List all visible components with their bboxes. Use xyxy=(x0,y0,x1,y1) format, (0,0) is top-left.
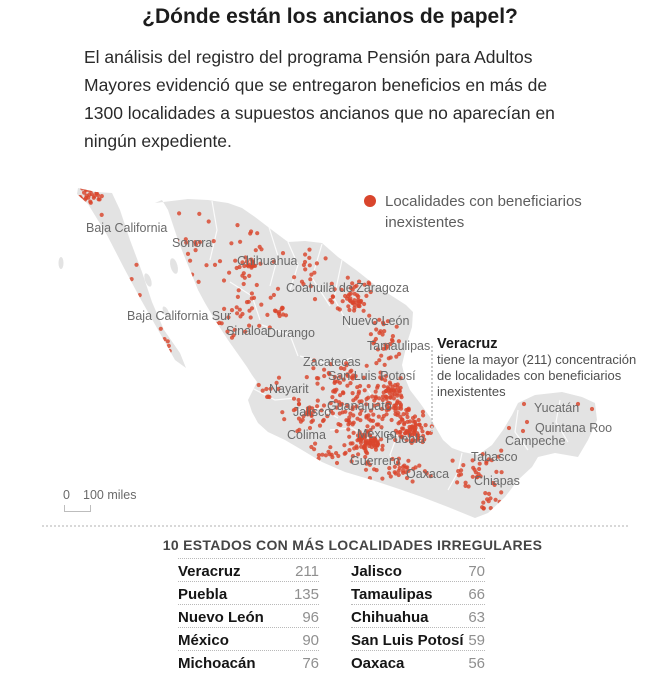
table-title: 10 ESTADOS CON MÁS LOCALIDADES IRREGULARES xyxy=(162,537,543,553)
state-name: Oaxaca xyxy=(351,655,405,672)
state-label-zacatecas: Zacatecas xyxy=(303,355,361,369)
locality-dot xyxy=(377,415,381,419)
locality-dot xyxy=(277,376,281,380)
locality-dot xyxy=(213,263,217,267)
table-column-right xyxy=(351,559,485,674)
locality-dot xyxy=(312,447,316,451)
locality-dot xyxy=(342,443,346,447)
intro-paragraph: El análisis del registro del programa Pensión para Adultos Mayores evidenció que se entregaron beneficios en más de 1300 localidades a supuestos ancianos que no aparecían en ningún expediente. xyxy=(84,47,555,151)
locality-dot xyxy=(364,415,368,419)
locality-dot xyxy=(302,263,306,267)
locality-dot xyxy=(315,261,319,265)
locality-dot xyxy=(346,276,350,280)
state-label-jalisco: Jalisco xyxy=(293,405,332,419)
locality-dot xyxy=(368,476,372,480)
locality-dot xyxy=(355,385,359,389)
locality-dot xyxy=(495,506,499,510)
locality-dot xyxy=(237,288,241,292)
locality-dot xyxy=(264,387,268,391)
locality-dot xyxy=(222,278,226,282)
locality-dot xyxy=(98,197,102,201)
locality-dot xyxy=(328,445,332,449)
locality-dot xyxy=(357,304,361,308)
locality-dot xyxy=(383,363,387,367)
locality-dot xyxy=(459,468,463,472)
state-label-guerrero: Guerrero xyxy=(350,454,401,468)
locality-dot xyxy=(297,398,301,402)
state-value: 135 xyxy=(293,586,319,603)
locality-dot xyxy=(238,240,242,244)
locality-dot xyxy=(188,259,192,263)
locality-dot xyxy=(371,413,375,417)
state-value: 56 xyxy=(468,655,485,672)
locality-dot xyxy=(155,340,159,344)
locality-dot xyxy=(334,388,338,392)
locality-dot xyxy=(330,300,334,304)
locality-dot xyxy=(90,192,94,196)
locality-dot xyxy=(324,453,328,457)
state-label-nayarit: Nayarit xyxy=(269,382,309,396)
locality-dot xyxy=(322,374,326,378)
locality-dot xyxy=(417,418,421,422)
locality-dot xyxy=(321,386,325,390)
locality-dot xyxy=(358,418,362,422)
state-label-nuevo-leon: Nuevo León xyxy=(342,314,410,328)
table-column-left xyxy=(178,559,319,674)
state-label-quintana-roo: Quintana Roo xyxy=(535,421,613,435)
locality-dot xyxy=(86,184,90,188)
locality-dot xyxy=(421,410,425,414)
locality-dot xyxy=(207,219,211,223)
locality-dot xyxy=(77,199,81,203)
locality-dot xyxy=(284,313,288,317)
locality-dot xyxy=(349,441,353,445)
locality-dot xyxy=(346,427,350,431)
locality-dot xyxy=(247,309,251,313)
locality-dot xyxy=(412,420,416,424)
locality-dot xyxy=(347,435,351,439)
locality-dot xyxy=(411,416,415,420)
state-label-baja-california-sur: Baja California Sur xyxy=(127,309,232,323)
table-row xyxy=(178,605,319,628)
state-name: México xyxy=(178,632,229,649)
scale-bar xyxy=(64,505,91,512)
locality-dot xyxy=(346,422,350,426)
locality-dot xyxy=(255,231,259,235)
locality-dot xyxy=(498,500,502,504)
locality-dot xyxy=(522,402,526,406)
state-label-coahuila-de-zaragoza: Coahuila de Zaragoza xyxy=(286,281,409,295)
locality-dot xyxy=(84,188,88,192)
locality-dot xyxy=(159,327,163,331)
locality-dot xyxy=(367,384,371,388)
locality-dot xyxy=(396,411,400,415)
locality-dot xyxy=(364,468,368,472)
locality-dot xyxy=(379,354,383,358)
locality-dot xyxy=(344,451,348,455)
state-label-chihuahua: Chihuahua xyxy=(237,254,298,268)
locality-dot xyxy=(258,245,262,249)
locality-dot xyxy=(292,397,296,401)
locality-dot xyxy=(370,394,374,398)
island xyxy=(169,257,180,274)
table-row xyxy=(351,651,485,674)
island xyxy=(59,257,64,269)
locality-dot xyxy=(405,412,409,416)
locality-dot xyxy=(89,188,93,192)
state-value: 63 xyxy=(468,609,485,626)
state-name: Jalisco xyxy=(351,563,402,580)
locality-dot xyxy=(280,410,284,414)
locality-dot xyxy=(376,384,380,388)
locality-dot xyxy=(382,390,386,394)
locality-dot xyxy=(277,310,281,314)
table-row xyxy=(178,559,319,582)
locality-dot xyxy=(305,375,309,379)
locality-dot xyxy=(369,332,373,336)
locality-dot xyxy=(374,390,378,394)
state-name: Nuevo León xyxy=(178,609,264,626)
locality-dot xyxy=(397,469,401,473)
locality-dot xyxy=(177,211,181,215)
locality-dot xyxy=(494,498,498,502)
locality-dot xyxy=(106,188,110,192)
locality-dot xyxy=(387,387,391,391)
locality-dot xyxy=(375,444,379,448)
locality-dot xyxy=(382,384,386,388)
locality-dot xyxy=(352,446,356,450)
locality-dot xyxy=(269,296,273,300)
state-value: 66 xyxy=(468,586,485,603)
ranking-table xyxy=(178,558,485,674)
locality-dot xyxy=(334,451,338,455)
state-label-tamaulipas: Tamaulipas xyxy=(367,339,431,353)
locality-dot xyxy=(315,376,319,380)
locality-dot xyxy=(377,331,381,335)
locality-dot xyxy=(525,420,529,424)
state-label-yucatan: Yucatán xyxy=(534,401,580,415)
veracruz-annotation xyxy=(437,336,642,400)
locality-dot xyxy=(89,201,93,205)
scale-distance-label: 100 miles xyxy=(83,488,137,502)
locality-dot xyxy=(380,447,384,451)
locality-dot xyxy=(255,283,259,287)
locality-dot xyxy=(398,415,402,419)
state-name: Puebla xyxy=(178,586,228,603)
locality-dot xyxy=(398,420,402,424)
locality-dot xyxy=(218,339,222,343)
locality-dot xyxy=(402,422,406,426)
locality-dot xyxy=(463,484,467,488)
section-divider xyxy=(42,525,628,527)
locality-dot xyxy=(282,417,286,421)
locality-dot xyxy=(356,298,360,302)
locality-dot xyxy=(357,390,361,394)
state-value: 76 xyxy=(302,655,319,672)
state-value: 70 xyxy=(468,563,485,580)
annotation-text: tiene la mayor (211) concentración de localidades con beneficiarios inexistentes xyxy=(437,352,637,399)
state-label-mexico: México xyxy=(357,427,397,441)
locality-dot xyxy=(315,382,319,386)
locality-dot xyxy=(90,235,94,239)
state-label-puebla: Puebla xyxy=(386,432,425,446)
state-label-sonora: Sonora xyxy=(172,236,213,250)
state-value: 96 xyxy=(302,609,319,626)
locality-dot xyxy=(404,408,408,412)
locality-dot xyxy=(347,308,351,312)
state-label-colima: Colima xyxy=(287,428,326,442)
locality-dot xyxy=(363,388,367,392)
locality-dot xyxy=(247,274,251,278)
locality-dot xyxy=(259,303,263,307)
table-row xyxy=(178,628,319,651)
table-row xyxy=(351,605,485,628)
state-label-oaxaca: Oaxaca xyxy=(406,467,450,481)
locality-dot xyxy=(134,299,138,303)
state-name: Michoacán xyxy=(178,655,256,672)
locality-dot xyxy=(213,324,217,328)
locality-dot xyxy=(345,297,349,301)
locality-dot xyxy=(179,261,183,265)
locality-dot xyxy=(483,491,487,495)
locality-dot xyxy=(489,506,493,510)
locality-dot xyxy=(380,417,384,421)
locality-dot xyxy=(352,431,356,435)
locality-dot xyxy=(167,344,171,348)
locality-dot xyxy=(407,425,411,429)
locality-dot xyxy=(148,341,152,345)
locality-dot xyxy=(362,302,366,306)
locality-dot xyxy=(242,282,246,286)
locality-dot xyxy=(389,474,393,478)
locality-dot xyxy=(309,273,313,277)
legend-label: Localidades con beneficiarios inexistentes xyxy=(385,193,582,231)
locality-dot xyxy=(276,287,280,291)
table-row xyxy=(351,559,485,582)
locality-dot xyxy=(424,423,428,427)
state-label-sinaloa: Sinaloa xyxy=(226,324,268,338)
locality-dot xyxy=(338,307,342,311)
locality-dot xyxy=(100,213,104,217)
locality-dot xyxy=(457,473,461,477)
locality-dot xyxy=(381,444,385,448)
locality-dot xyxy=(521,429,525,433)
locality-dot xyxy=(338,423,342,427)
red-dot-icon xyxy=(364,195,376,207)
locality-dot xyxy=(307,248,311,252)
locality-dot xyxy=(347,448,351,452)
locality-dot xyxy=(122,287,126,291)
locality-dot xyxy=(303,252,307,256)
locality-dot xyxy=(261,389,265,393)
locality-dot xyxy=(171,333,175,337)
state-label-guanajuato: Guanajuato xyxy=(327,399,392,413)
locality-dot xyxy=(362,309,366,313)
locality-dot xyxy=(347,418,351,422)
locality-dot xyxy=(417,423,421,427)
map-scale xyxy=(62,488,182,516)
state-value: 90 xyxy=(302,632,319,649)
scale-zero-label: 0 xyxy=(63,488,70,502)
locality-dot xyxy=(362,444,366,448)
locality-dot xyxy=(86,196,90,200)
locality-dot xyxy=(303,267,307,271)
locality-dot xyxy=(487,499,491,503)
locality-dot xyxy=(197,280,201,284)
locality-dot xyxy=(190,273,194,277)
map-legend xyxy=(364,191,596,233)
state-label-chiapas: Chiapas xyxy=(474,474,520,488)
locality-dot xyxy=(311,418,315,422)
state-name: San Luis Potosí xyxy=(351,632,464,649)
locality-dot xyxy=(406,420,410,424)
locality-dot xyxy=(218,259,222,263)
locality-dot xyxy=(313,297,317,301)
locality-dot xyxy=(374,327,378,331)
locality-dot xyxy=(499,490,503,494)
locality-dot xyxy=(316,399,320,403)
locality-dot xyxy=(250,296,254,300)
locality-dot xyxy=(330,455,334,459)
locality-dot xyxy=(245,300,249,304)
locality-dot xyxy=(487,492,491,496)
locality-dot xyxy=(79,197,83,201)
locality-dot xyxy=(227,271,231,275)
locality-dot xyxy=(249,229,253,233)
locality-dot xyxy=(186,252,190,256)
annotation-title: Veracruz xyxy=(437,336,498,352)
state-name: Veracruz xyxy=(178,563,241,580)
locality-dot xyxy=(335,429,339,433)
locality-dot xyxy=(197,212,201,216)
locality-dot xyxy=(346,304,350,308)
locality-dot xyxy=(455,480,459,484)
locality-dot xyxy=(138,293,142,297)
locality-dot xyxy=(92,196,96,200)
locality-dot xyxy=(389,355,393,359)
locality-dot xyxy=(273,309,277,313)
locality-dot xyxy=(451,459,455,463)
locality-dot xyxy=(134,263,138,267)
state-label-tabasco: Tabasco xyxy=(471,450,518,464)
locality-dot xyxy=(204,263,208,267)
locality-dot xyxy=(235,223,239,227)
state-name: Tamaulipas xyxy=(351,586,433,603)
mexico-dot-map xyxy=(0,160,660,530)
locality-dot xyxy=(392,404,396,408)
table-row xyxy=(351,628,485,651)
locality-dot xyxy=(338,393,342,397)
locality-dot xyxy=(236,295,240,299)
locality-dot xyxy=(369,419,373,423)
locality-dot xyxy=(249,315,253,319)
locality-dot xyxy=(130,277,134,281)
locality-dot xyxy=(371,442,375,446)
locality-dot xyxy=(391,334,395,338)
locality-dot xyxy=(399,386,403,390)
locality-dot xyxy=(482,506,486,510)
page-title: ¿Dónde están los ancianos de papel? xyxy=(142,5,518,28)
locality-dot xyxy=(359,441,363,445)
locality-dot xyxy=(238,308,242,312)
locality-dot xyxy=(254,248,258,252)
state-value: 211 xyxy=(295,563,319,580)
locality-dot xyxy=(80,186,84,190)
locality-dot xyxy=(352,303,356,307)
locality-dot xyxy=(243,276,247,280)
locality-dot xyxy=(507,426,511,430)
locality-dot xyxy=(377,358,381,362)
locality-dot xyxy=(345,384,349,388)
locality-dot xyxy=(238,314,242,318)
locality-dot xyxy=(320,453,324,457)
locality-dot xyxy=(308,263,312,267)
locality-dot xyxy=(80,201,84,205)
state-label-san-luis-potosi: San Luis Potosí xyxy=(328,369,416,383)
table-row xyxy=(178,582,319,605)
locality-dot xyxy=(127,290,131,294)
locality-dot xyxy=(324,256,328,260)
state-value: 59 xyxy=(468,632,485,649)
locality-dot xyxy=(168,349,172,353)
annotation-leader-line xyxy=(431,346,433,432)
locality-dot xyxy=(396,406,400,410)
locality-dot xyxy=(335,461,339,465)
locality-dot xyxy=(388,391,392,395)
locality-dot xyxy=(477,467,481,471)
locality-dot xyxy=(398,389,402,393)
locality-dot xyxy=(406,459,410,463)
state-label-campeche: Campeche xyxy=(505,434,566,448)
locality-dot xyxy=(341,299,345,303)
locality-dot xyxy=(154,342,158,346)
state-label-baja-california: Baja California xyxy=(86,221,168,235)
state-name: Chihuahua xyxy=(351,609,429,626)
locality-dot xyxy=(399,403,403,407)
locality-dot xyxy=(380,477,384,481)
locality-dot xyxy=(154,342,158,346)
locality-dot xyxy=(162,337,166,341)
locality-dot xyxy=(461,463,465,467)
locality-dot xyxy=(390,418,394,422)
locality-dot xyxy=(307,256,311,260)
table-row xyxy=(178,651,319,674)
locality-dot xyxy=(272,293,276,297)
locality-dot xyxy=(392,388,396,392)
locality-dot xyxy=(292,275,296,279)
locality-dot xyxy=(81,200,85,204)
locality-dot xyxy=(265,313,269,317)
locality-dot xyxy=(399,393,403,397)
locality-dot xyxy=(351,422,355,426)
locality-dot xyxy=(181,266,185,270)
table-row xyxy=(351,582,485,605)
locality-dot xyxy=(590,407,594,411)
locality-dot xyxy=(317,457,321,461)
locality-dot xyxy=(365,364,369,368)
locality-dot xyxy=(401,427,405,431)
locality-dot xyxy=(351,391,355,395)
locality-dot xyxy=(229,241,233,245)
locality-dot xyxy=(257,383,261,387)
locality-dot xyxy=(250,291,254,295)
state-label-durango: Durango xyxy=(267,326,315,340)
locality-dot xyxy=(235,311,239,315)
locality-dot xyxy=(313,442,317,446)
locality-dot xyxy=(481,501,485,505)
